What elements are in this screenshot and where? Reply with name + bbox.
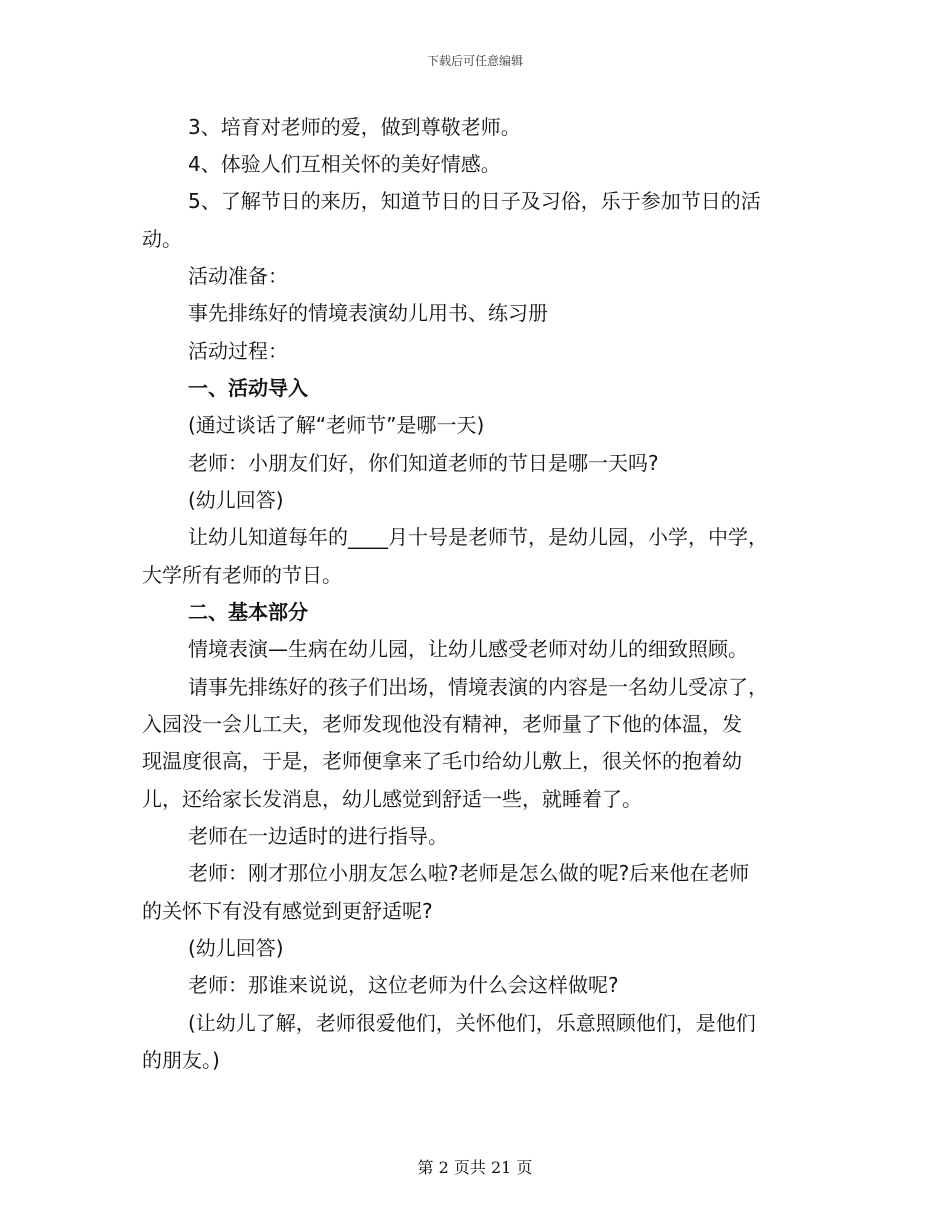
paragraph-line: 大学所有老师的节日。 bbox=[142, 563, 342, 587]
paragraph-line: 老师：刚才那位小朋友怎么啦?老师是怎么做的呢?后来他在老师 bbox=[188, 861, 750, 885]
paragraph-line: (通过谈话了解“老师节”是哪一天) bbox=[188, 413, 485, 437]
page-header: 下载后可任意编辑 bbox=[426, 54, 523, 68]
paragraph-line: 3、培育对老师的爱，做到尊敬老师。 bbox=[188, 115, 521, 139]
paragraph-line: 情境表演—生病在幼儿园，让幼儿感受老师对幼儿的细致照顾。 bbox=[188, 637, 748, 661]
paragraph-line: 老师：那谁来说说，这位老师为什么会这样做呢? bbox=[188, 973, 619, 997]
paragraph-line: 老师在一边适时的进行指导。 bbox=[188, 824, 448, 848]
paragraph-line: 老师：小朋友们好，你们知道老师的节日是哪一天吗? bbox=[188, 451, 659, 475]
paragraph-line: 入园没一会儿工夫，老师发现他没有精神，老师量了下他的体温，发 bbox=[142, 712, 742, 736]
paragraph-line: 请事先排练好的孩子们出场，情境表演的内容是一名幼儿受凉了， bbox=[188, 675, 768, 699]
paragraph-line: (让幼儿了解，老师很爱他们，关怀他们，乐意照顾他们，是他们 bbox=[188, 1011, 756, 1035]
paragraph-line: 现温度很高，于是，老师便拿来了毛巾给幼儿敷上，很关怀的抱着幼 bbox=[142, 749, 742, 773]
paragraph-line: 让幼儿知道每年的____月十号是老师节，是幼儿园，小学，中学， bbox=[188, 525, 768, 549]
paragraph-line: (幼儿回答) bbox=[188, 936, 284, 960]
paragraph-line: 事先排练好的情境表演幼儿用书、练习册 bbox=[188, 301, 548, 325]
paragraph-line: 的朋友。) bbox=[142, 1048, 220, 1072]
page-footer: 第 2 页共 21 页 bbox=[417, 1158, 533, 1177]
paragraph-line: 活动准备： bbox=[188, 264, 288, 288]
paragraph-line: 儿，还给家长发消息，幼儿感觉到舒适一些，就睡着了。 bbox=[142, 787, 642, 811]
paragraph-line: 动。 bbox=[142, 227, 182, 251]
section-heading: 二、基本部分 bbox=[188, 600, 308, 624]
paragraph-line: 的关怀下有没有感觉到更舒适呢? bbox=[142, 899, 433, 923]
paragraph-line: 活动过程： bbox=[188, 339, 288, 363]
paragraph-line: 4、体验人们互相关怀的美好情感。 bbox=[188, 152, 501, 176]
paragraph-line: 5、了解节日的来历，知道节日的日子及习俗，乐于参加节日的活 bbox=[188, 189, 761, 213]
paragraph-line: (幼儿回答) bbox=[188, 488, 284, 512]
section-heading: 一、活动导入 bbox=[188, 376, 308, 400]
